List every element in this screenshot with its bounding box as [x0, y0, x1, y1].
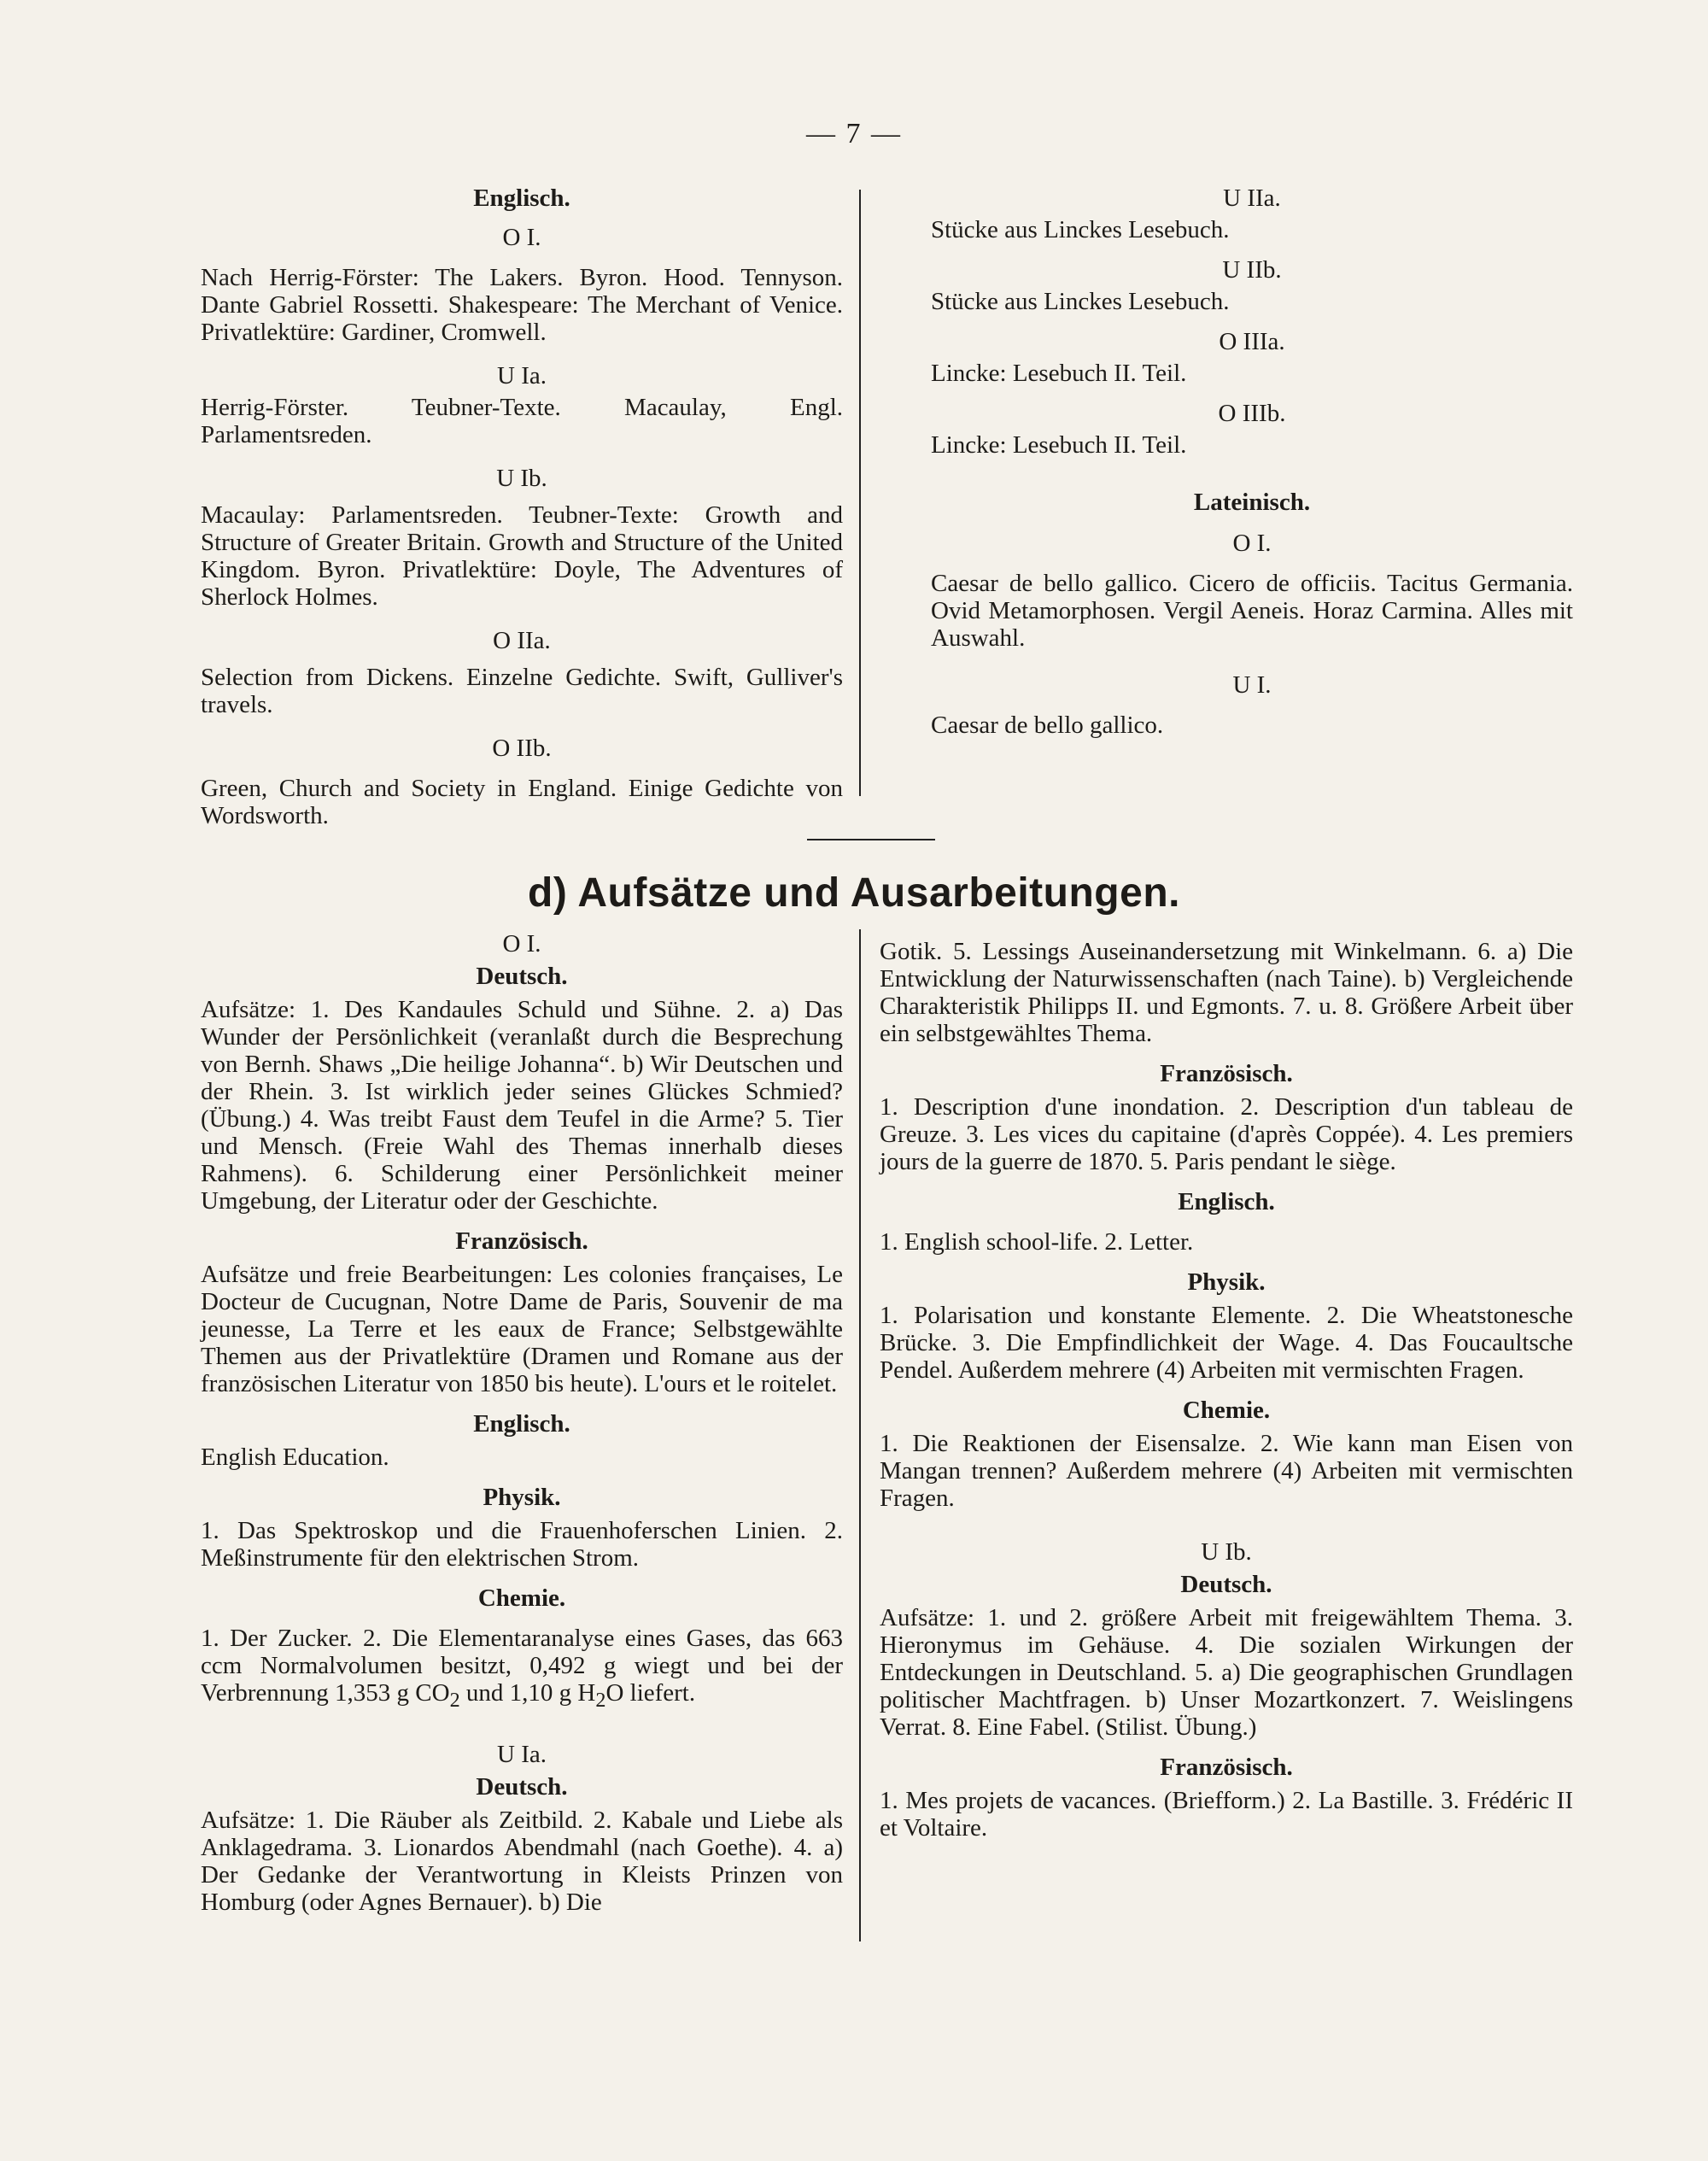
text-run: und 1,10 g H — [459, 1679, 596, 1707]
paragraph: Macaulay: Parlamentsreden. Teubner-Texte: Growth and Structure of Greater Britain. Growth and Structure of the United Kingdom. Byron. Privatlektüre: Doyle, The Adventures of Sherlock Holmes. — [201, 501, 843, 611]
section-title: d) Aufsätze und Ausarbeitungen. — [528, 870, 1180, 916]
paragraph: 1. Mes projets de vacances. (Briefform.) 2. La Bastille. 3. Frédéric II et Voltaire. — [880, 1787, 1573, 1842]
paragraph — [201, 1625, 843, 1714]
class-label: U Ia. — [497, 362, 547, 389]
paragraph: Stücke aus Linckes Lesebuch. — [931, 288, 1230, 315]
paragraph: Lincke: Lesebuch II. Teil. — [931, 431, 1187, 459]
paragraph: Lincke: Lesebuch II. Teil. — [931, 360, 1187, 387]
section-rule — [807, 839, 935, 840]
subscript: 2 — [595, 1688, 606, 1712]
class-label: O IIa. — [493, 627, 551, 654]
heading-physik: Physik. — [1187, 1268, 1266, 1296]
paragraph: Caesar de bello gallico. Cicero de officiis. Tacitus Germania. Ovid Metamorphosen. Vergil Aeneis. Horaz Carmina. Alles mit Auswahl. — [931, 570, 1573, 652]
paragraph: Aufsätze: 1. und 2. größere Arbeit mit freigewähltem Thema. 3. Hieronymus im Gehäuse. 4. Die sozialen Wirkungen der Entdeckungen in Deutschland. 5. a) Die geographischen Grundlagen politischer Machtfragen. b) Unser Mozartkonzert. 7. Weislingens Verrat. 8. Eine Fabel. (Stilist. Übung.) — [880, 1604, 1573, 1741]
heading-franzoesisch: Französisch. — [1160, 1060, 1293, 1087]
heading-chemie: Chemie. — [1182, 1397, 1271, 1424]
class-label: O IIb. — [492, 735, 552, 762]
bottom-left-column — [201, 929, 843, 1916]
paragraph: Aufsätze: 1. Die Räuber als Zeitbild. 2. Kabale und Liebe als Anklagedrama. 3. Lionardos Abendmahl (nach Goethe). 4. a) Der Gedanke der Verantwortung in Kleists Prinzen von Homburg (oder Agnes Bernauer). b) Die — [201, 1806, 843, 1916]
paragraph: 1. Description d'une inondation. 2. Description d'un tableau de Greuze. 3. Les vices du capitaine (d'après Coppée). 4. Les premiers jours de la guerre de 1870. 5. Paris pendant le siège. — [880, 1093, 1573, 1175]
class-label: O I. — [1232, 530, 1272, 557]
paragraph: English Education. — [201, 1444, 389, 1471]
paragraph: Caesar de bello gallico. — [931, 712, 1164, 739]
heading-physik: Physik. — [483, 1484, 561, 1511]
class-label: U Ib. — [496, 465, 547, 492]
class-label: O IIIb. — [1218, 400, 1286, 427]
top-right-column — [931, 184, 1573, 739]
paragraph: Selection from Dickens. Einzelne Gedichte. Swift, Gulliver's travels. — [201, 664, 843, 718]
heading-englisch: Englisch. — [473, 184, 570, 212]
text-run: 1. Der Zucker. 2. Die Elementaranalyse eines Gases, das 663 ccm Normalvolumen besitzt, 0,492 g wiegt und bei der Verbrennung 1,353 g CO — [201, 1625, 843, 1707]
text-run: O liefert. — [605, 1679, 696, 1707]
paragraph: Green, Church and Society in England. Einige Gedichte von Wordsworth. — [201, 775, 843, 829]
paragraph: Stücke aus Linckes Lesebuch. — [931, 216, 1230, 243]
class-label: U Ia. — [497, 1740, 547, 1768]
paragraph: Aufsätze und freie Bearbeitungen: Les colonies françaises, Le Docteur de Cucugnan, Notre Dame de Paris, Souvenir de ma jeunesse, La Terre et les eaux de France; Selbstgewählte Themen aus der Privatlektüre (Dramen und Romane aus der französischen Literatur von 1850 bis heute). L'ours et le roitelet. — [201, 1261, 843, 1397]
paragraph: Herrig-Förster. Teubner-Texte. Macaulay, Engl. Parlamentsreden. — [201, 394, 843, 448]
heading-deutsch: Deutsch. — [476, 963, 568, 990]
paragraph: Aufsätze: 1. Des Kandaules Schuld und Sühne. 2. a) Das Wunder der Persönlichkeit (veranlaßt durch die Besprechung von Bernh. Shaws „Die heilige Johanna“. b) Wir Deutschen und der Rhein. 3. Ist wirklich jeder seines Glückes Schmied? (Übung.) 4. Was treibt Faust dem Teufel in die Arme? 5. Tier und Mensch. (Freie Wahl des Themas innerhalb dieses Rahmens). 6. Schilderung einer Persönlichkeit meiner Umgebung, der Literatur oder der Geschichte. — [201, 996, 843, 1215]
class-label: U Ib. — [1201, 1538, 1252, 1566]
column-divider-top — [859, 190, 861, 796]
class-label: U IIa. — [1223, 184, 1281, 212]
class-label: O I. — [502, 224, 541, 251]
heading-englisch: Englisch. — [473, 1410, 570, 1438]
paragraph: Nach Herrig-Förster: The Lakers. Byron. Hood. Tennyson. Dante Gabriel Rossetti. Shakespeare: The Merchant of Venice. Privatlektüre: Gardiner, Cromwell. — [201, 264, 843, 346]
class-label: O IIIa. — [1219, 328, 1285, 355]
class-label: U I. — [1232, 671, 1272, 699]
paragraph: 1. English school-life. 2. Letter. — [880, 1228, 1194, 1256]
column-divider-bottom — [859, 929, 861, 1941]
heading-englisch: Englisch. — [1178, 1188, 1275, 1215]
paragraph: 1. Die Reaktionen der Eisensalze. 2. Wie kann man Eisen von Mangan trennen? Außerdem mehrere (4) Arbeiten mit vermischten Fragen. — [880, 1430, 1573, 1512]
subscript: 2 — [449, 1688, 460, 1712]
heading-lateinisch: Lateinisch. — [1193, 489, 1311, 516]
heading-franzoesisch: Französisch. — [455, 1227, 588, 1255]
bottom-right-column — [880, 938, 1573, 1842]
page-number: — 7 — — [806, 118, 902, 149]
class-label: U IIb. — [1222, 256, 1282, 284]
heading-chemie: Chemie. — [477, 1584, 566, 1612]
heading-deutsch: Deutsch. — [1180, 1571, 1272, 1598]
paragraph: 1. Polarisation und konstante Elemente. 2. Die Wheatstonesche Brücke. 3. Die Empfindlichkeit der Wage. 4. Das Foucaultsche Pendel. Außerdem mehrere (4) Arbeiten mit vermischten Fragen. — [880, 1302, 1573, 1384]
heading-deutsch: Deutsch. — [476, 1772, 568, 1801]
class-label: O I. — [502, 930, 541, 958]
paragraph: Gotik. 5. Lessings Auseinandersetzung mit Winkelmann. 6. a) Die Entwicklung der Naturwissenschaften (nach Taine). b) Vergleichende Charakteristik Philipps II. und Egmonts. 7. u. 8. Größere Arbeit über ein selbstgewähltes Thema. — [880, 938, 1573, 1047]
top-left-column — [201, 184, 843, 829]
paragraph: 1. Das Spektroskop und die Frauenhoferschen Linien. 2. Meßinstrumente für den elektrischen Strom. — [201, 1517, 843, 1572]
heading-franzoesisch: Französisch. — [1160, 1754, 1293, 1781]
